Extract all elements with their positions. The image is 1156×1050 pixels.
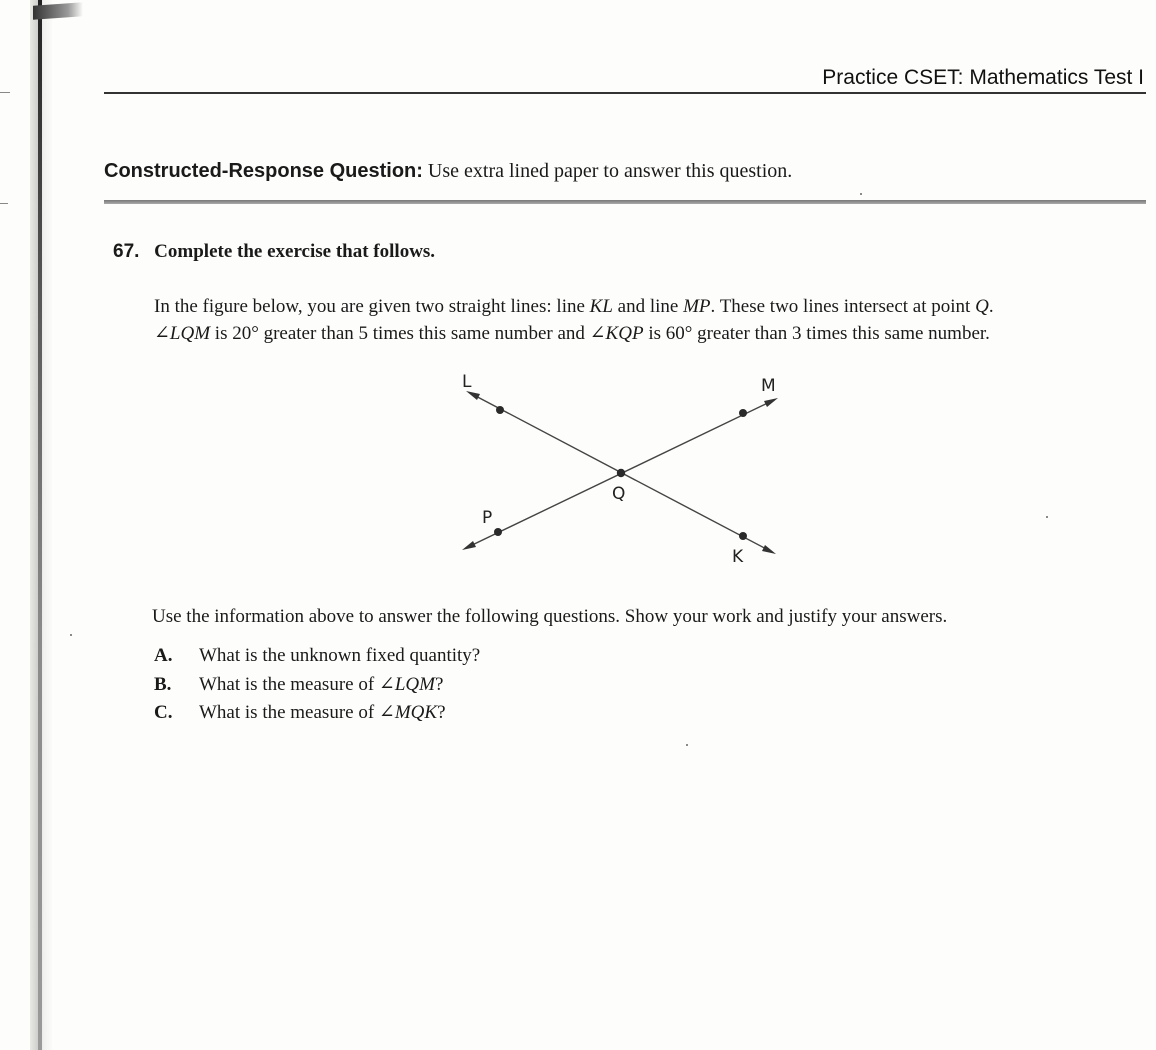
label-p: P xyxy=(482,508,493,528)
point-l xyxy=(496,406,504,414)
point-p xyxy=(494,528,502,536)
page-edge-mark xyxy=(0,92,10,93)
arrowhead-m xyxy=(764,398,778,407)
paragraph-text: is 60° greater than 3 times this same number. xyxy=(643,323,990,344)
paragraph-text: is 20° greater than 5 times this same number and xyxy=(210,323,590,344)
arrowhead-p xyxy=(462,541,476,550)
sub-question-a xyxy=(154,645,480,673)
sub-question-angle: ∠LQM xyxy=(378,674,435,695)
paragraph-text: In the figure below, you are given two straight lines: line xyxy=(154,296,590,317)
page-header xyxy=(104,62,1146,94)
page-edge-mark xyxy=(0,203,8,204)
label-l: L xyxy=(462,372,472,392)
constructed-response-instruction: Use extra lined paper to answer this question. xyxy=(427,160,793,182)
point-q xyxy=(617,469,625,477)
sub-question-letter: C. xyxy=(154,702,173,723)
question-heading-text: Complete the exercise that follows. xyxy=(154,241,436,262)
angle-lqm-label: ∠LQM xyxy=(154,323,211,344)
line-kl-label: KL xyxy=(589,296,613,317)
paragraph-line-1 xyxy=(154,293,1134,320)
constructed-response-heading xyxy=(104,160,1146,183)
label-m: M xyxy=(761,376,776,396)
sub-question-letter: A. xyxy=(154,645,173,666)
paper-speck xyxy=(860,193,862,195)
constructed-response-label: Constructed-Response Question: xyxy=(104,160,423,182)
point-m xyxy=(739,409,747,417)
intersecting-lines-figure xyxy=(440,365,800,570)
sub-question-text: What is the measure of xyxy=(199,674,379,695)
page-corner-fold xyxy=(33,2,83,19)
arrowhead-k xyxy=(762,545,776,554)
point-q-label: Q xyxy=(975,296,989,317)
sub-question-angle: ∠MQK xyxy=(378,702,438,723)
section-divider xyxy=(104,200,1146,204)
question-heading xyxy=(113,241,435,263)
arrowhead-l xyxy=(466,391,480,400)
question-paragraph xyxy=(154,293,1134,347)
sub-question-text: What is the unknown fixed quantity? xyxy=(199,645,481,666)
sub-question-text: What is the measure of xyxy=(199,702,379,723)
page-header-title: Practice CSET: Mathematics Test I xyxy=(822,66,1144,89)
paper-speck xyxy=(70,634,72,636)
point-k xyxy=(739,532,747,540)
paper-speck xyxy=(1046,516,1048,518)
paragraph-line-2 xyxy=(154,320,1134,347)
sub-question-letter: B. xyxy=(154,674,172,695)
page-binding-edge xyxy=(38,0,42,1050)
sub-question-c xyxy=(154,701,480,729)
sub-question-tail: ? xyxy=(437,702,446,723)
sub-question-tail: ? xyxy=(434,674,444,695)
line-mp-label: MP xyxy=(683,296,711,317)
label-k: K xyxy=(732,547,744,567)
paragraph-text: and line xyxy=(612,296,684,317)
answer-instructions: Use the information above to answer the following questions. Show your work and justify your answers. xyxy=(152,606,948,627)
paragraph-text: . These two lines intersect at point xyxy=(710,296,976,317)
label-q: Q xyxy=(612,484,626,504)
sub-question-list xyxy=(154,645,480,729)
paragraph-text: . xyxy=(988,296,994,317)
sub-question-b xyxy=(154,673,480,701)
question-number: 67. xyxy=(113,241,140,262)
angle-kqp-label: ∠KQP xyxy=(589,323,644,344)
paper-speck xyxy=(686,744,688,746)
